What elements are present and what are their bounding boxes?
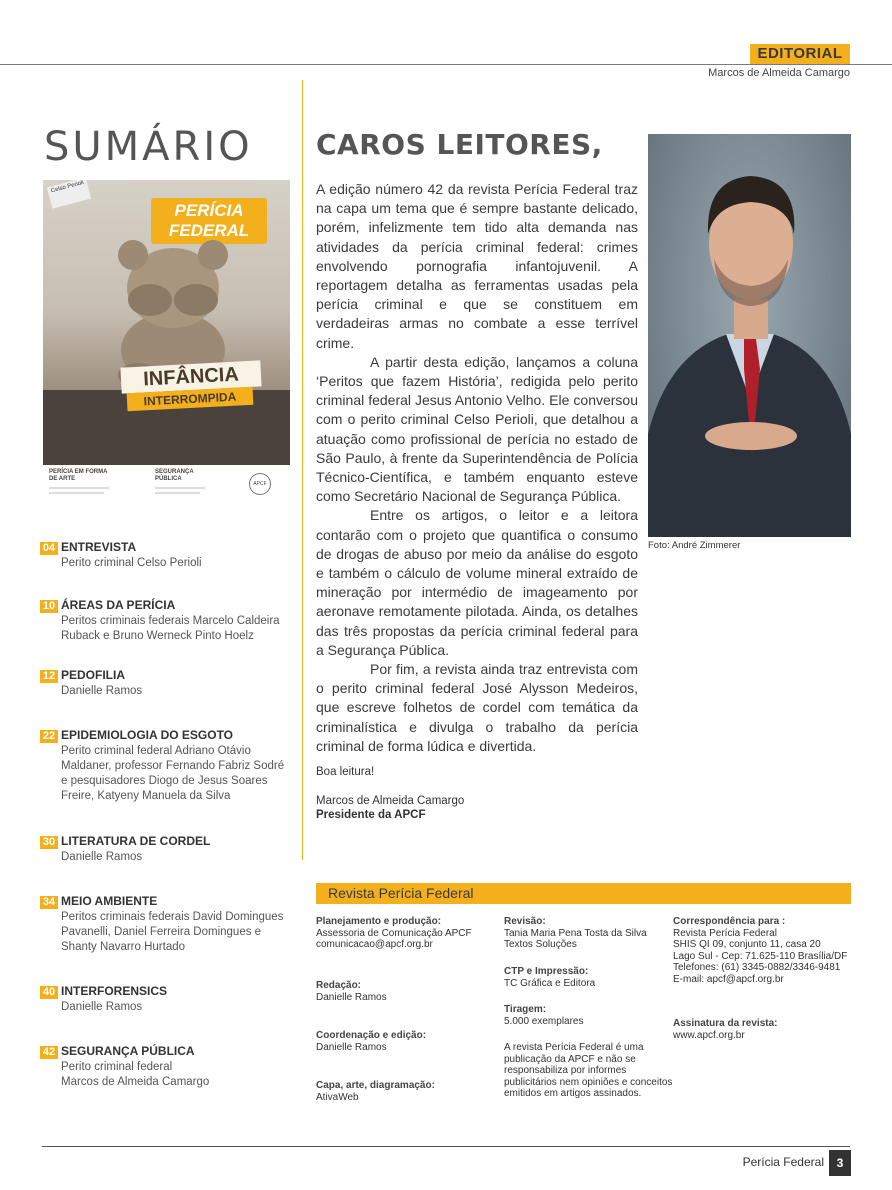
toc-title: ÁREAS DA PERÍCIA [61,598,176,612]
footer-rule [42,1146,850,1147]
toc-description: Peritos criminais federais Marcelo Caldeira Ruback e Bruno Werneck Pinto Hoelz [61,615,280,642]
staff-line: TC Gráfica e Editora [504,977,596,989]
staff-line: SHIS QI 09, conjunto 11, casa 20 [673,939,821,950]
cover-subheadline: INTERROMPIDA [127,387,254,412]
staff-block [673,1018,853,1041]
toc-description: Perito criminal Celso Perioli [61,557,202,569]
toc-title: PEDOFILIA [61,668,126,682]
staff-line: AtivaWeb [316,1091,359,1103]
toc-page-number: 42 [40,1046,58,1059]
toc-page-number: 40 [40,986,58,999]
toc-page-number: 30 [40,836,58,849]
staff-line: Lago Sul - Cep: 71.625-110 Brasília/DF [673,950,848,962]
article-closing: Boa leitura! [316,766,375,778]
staff-line: Tania Maria Pena Tosta da Silva [504,927,647,939]
toc-page-number: 04 [40,542,58,555]
staff-line: Textos Soluções [504,939,577,950]
staff-block [504,1004,684,1027]
staff-block [316,916,496,951]
article-paragraph: A partir desta edição, lançamos a coluna ‘Peritos que fazem História’, redigida pelo perito criminal federal Jesus Antonio Velho. Ele conversou com o perito criminal Celso Perioli, que detalhou a atuação como profissional de perícia no estado de São Paulo, à frente da Superintendência de Polícia Técnico-Científica, e também enquanto esteve como Secretário Nacional de Segurança Pública. [316,353,638,505]
cover-footer [43,465,290,510]
staff-block [316,1030,496,1053]
footer-magazine-name: Perícia Federal [742,1155,824,1169]
staff-line: Danielle Ramos [316,1041,387,1053]
staff-label: Capa, arte, diagramação: [316,1080,435,1091]
staff-line: Assessoria de Comunicação APCF [316,927,472,939]
toc-description: Perito criminal federal Marcos de Almeida Camargo [61,1061,210,1088]
header-author: Marcos de Almeida Camargo [708,67,850,79]
article-signature [316,794,464,822]
cover-footer-item-2: SEGURANÇA PÚBLICA [155,469,194,482]
header-rule [0,64,892,65]
toc-title: ENTREVISTA [61,540,137,554]
staff-block [504,916,684,951]
toc-page-number: 12 [40,670,58,683]
toc-page-number: 10 [40,600,58,613]
toc-description: Peritos criminais federais David Domingues Pavanelli, Daniel Ferreira Domingues e Shanty Navarro Hurtado [61,911,284,953]
toc-title: INTERFORENSICS [61,984,168,998]
article-paragraph: Por fim, a revista ainda traz entrevista com o perito criminal federal José Alysson Medeiros, que escreve folhetos de cordel com temática da criminalística e divulga o trabalho da perícia criminal de forma lúdica e divertida. [316,661,638,754]
staff-line: emitidos em artigos assinados. [504,1088,642,1099]
toc-description: Perito criminal federal Adriano Otávio Maldaner, professor Fernando Fabriz Sodré e pesquisadores Diogo de Jesus Soares Freire, Katyeny Manuela da Silva [61,745,285,802]
toc-description: Danielle Ramos [61,851,143,863]
staff-line: publicação da APCF e não se [504,1053,636,1065]
cover-headline: INFÂNCIA [120,360,261,393]
toc-title: MEIO AMBIENTE [61,894,158,908]
toc-page-number: 34 [40,896,58,909]
staff-line: publicitários nem opiniões e conceitos [504,1076,673,1088]
staff-block [504,966,684,989]
staff-line: Telefones: (61) 3345-0882/3346-9481 [673,962,841,973]
cover-footer-text-line [49,492,104,494]
staff-block [316,1080,496,1103]
article-paragraph: A edição número 42 da revista Perícia Federal traz na capa um tema que é sempre bastante delicado, porém, infelizmente tem tido alta demanda nas atividades da perícia criminal federal: crimes envolvendo pornografia infantojuvenil. A reportagem detalha as ferramentas usadas pela perícia criminal e que se constituem em verdadeiras armas no combate a esse terrível crime. [316,181,638,351]
section-tag: EDITORIAL [750,44,850,64]
cover-footer-item-1: PERÍCIA EM FORMA DE ARTE [49,469,108,482]
staff-block [504,1042,684,1100]
toc-title: LITERATURA DE CORDEL [61,834,211,848]
staff-line: 5.000 exemplares [504,1015,584,1027]
cover-footer-text-line [49,487,109,489]
cover-logo-line2: FEDERAL [168,221,250,240]
cover-badge: Celso Perioli [47,180,91,209]
portrait-illustration [648,134,851,537]
staff-line: E-mail: apcf@apcf.org.br [673,973,784,985]
article-body [316,180,638,756]
staff-label: Planejamento e produção: [316,916,442,927]
staff-label: Assinatura da revista: [673,1018,778,1029]
photo-caption: Foto: André Zimmerer [648,540,741,551]
staff-block [316,980,496,1003]
staff-label: Revisão: [504,916,546,927]
staff-label: Redação: [316,980,362,991]
sumario-title: SUMÁRIO [44,124,253,170]
magazine-cover [43,180,290,510]
staff-line: A revista Perícia Federal é uma [504,1042,644,1053]
toc-title: EPIDEMIOLOGIA DO ESGOTO [61,728,234,742]
staff-title-bar: Revista Perícia Federal [316,883,851,904]
staff-label: Coordenação e edição: [316,1030,427,1041]
staff-line: Revista Perícia Federal [673,927,777,939]
toc-description: Danielle Ramos [61,685,143,697]
toc-description: Danielle Ramos [61,1001,143,1013]
staff-label: CTP e Impressão: [504,966,589,977]
toc-page-number: 22 [40,730,58,743]
editor-portrait [648,134,851,537]
signer-role: Presidente da APCF [316,809,426,821]
cover-logo-line1: PERÍCIA [174,201,244,220]
staff-label: Tiragem: [504,1004,547,1015]
apcf-logo: APCF [249,473,271,495]
staff-line: comunicacao@apcf.org.br [316,939,433,950]
column-divider [302,80,303,860]
page-number: 3 [829,1150,851,1176]
staff-line[interactable]: www.apcf.org.br [673,1029,745,1041]
article-paragraph: Entre os artigos, o leitor e a leitora contarão com o projeto que quantifica o consumo de drogas de abuso por meio da análise do esgoto e também o cálculo de volume mineral extraído de mineração por intermédio de imageamento por aeronave remotamente pilotada. Ainda, os detalhes das três propostas da perícia criminal federal para a Segurança Pública. [316,507,638,658]
cover-footer-text-line [155,487,205,489]
signer-name: Marcos de Almeida Camargo [316,795,465,807]
article-title: CAROS LEITORES, [316,128,603,161]
staff-label: Correspondência para : [673,916,786,927]
cover-footer-text-line [155,492,200,494]
staff-block [673,916,853,985]
toc-title: SEGURANÇA PÚBLICA [61,1044,195,1058]
staff-line: Danielle Ramos [316,991,387,1003]
staff-line: responsabiliza por informes [504,1065,627,1076]
